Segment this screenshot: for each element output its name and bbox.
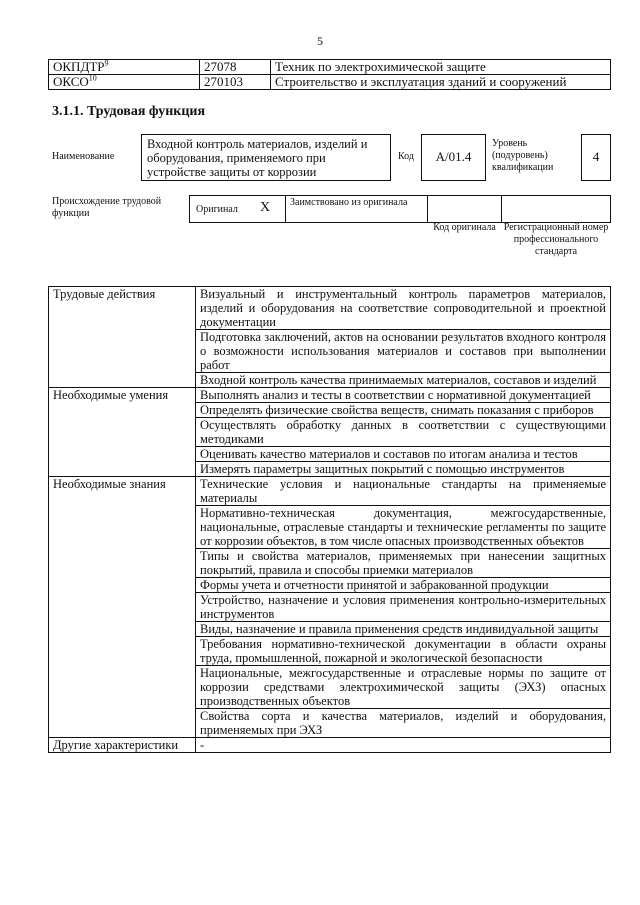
original-label: Оригинал bbox=[196, 204, 238, 215]
row-category: Необходимые умения bbox=[49, 388, 196, 477]
function-details-table bbox=[48, 286, 611, 753]
list-item: Технические условия и национальные стандарты на применяемые материалы bbox=[196, 477, 611, 506]
borrowed-cell bbox=[285, 195, 428, 223]
code-name: ОКСО$^{10}$ bbox=[49, 75, 200, 90]
list-item: Устройство, назначение и условия применения контрольно-измерительных инструментов bbox=[196, 593, 611, 622]
reg-number-label: Регистрационный номер профессионального стандарта bbox=[503, 222, 609, 257]
section-heading: 3.1.1. Трудовая функция bbox=[52, 104, 206, 119]
table-row bbox=[49, 60, 611, 75]
list-item: Национальные, межгосударственные и отраслевые нормы по защите от коррозии средствами электрохимической защиты (ЭХЗ) опасных производственных объектов bbox=[196, 666, 611, 709]
code-value: 270103 bbox=[200, 75, 271, 90]
list-item: Типы и свойства материалов, применяемых при нанесении защитных покрытий, правила и способы приемки материалов bbox=[196, 549, 611, 578]
table-row bbox=[49, 388, 611, 403]
borrowed-label: Заимствовано из оригинала bbox=[290, 197, 408, 208]
reg-number-cell bbox=[501, 195, 611, 223]
list-item: Требования нормативно-технической документации в области охраны труда, промышленной, пожарной и экологической безопасности bbox=[196, 637, 611, 666]
list-item: Определять физические свойства веществ, снимать показания с приборов bbox=[196, 403, 611, 418]
list-item: Подготовка заключений, актов на основании результатов входного контроля о возможности использования материалов и составов при выполнении работ bbox=[196, 330, 611, 373]
list-item: Формы учета и отчетности принятой и забракованной продукции bbox=[196, 578, 611, 593]
list-item: Выполнять анализ и тесты в соответствии с нормативной документацией bbox=[196, 388, 611, 403]
table-row bbox=[49, 738, 611, 753]
original-mark: X bbox=[260, 200, 271, 215]
list-item: Измерять параметры защитных покрытий с помощью инструментов bbox=[196, 462, 611, 477]
row-category: Необходимые знания bbox=[49, 477, 196, 738]
classifier-codes-table bbox=[48, 59, 611, 90]
code-description: Строительство и эксплуатация зданий и сооружений bbox=[271, 75, 611, 90]
original-cell bbox=[189, 195, 286, 223]
name-label: Наименование bbox=[52, 151, 115, 162]
list-item: Оценивать качество материалов и составов по итогам анализа и тестов bbox=[196, 447, 611, 462]
page-number: 5 bbox=[317, 34, 323, 48]
row-category: Трудовые действия bbox=[49, 287, 196, 388]
table-row bbox=[49, 287, 611, 330]
function-name-value: Входной контроль материалов, изделий и оборудования, применяемого при устройстве защиты от коррозии bbox=[141, 134, 391, 181]
origin-label: Происхождение трудовой функции bbox=[52, 196, 162, 219]
code-name: ОКПДТР$^9$ bbox=[49, 60, 200, 75]
code-original-label: Код оригинала bbox=[433, 222, 496, 233]
row-category: Другие характеристики bbox=[49, 738, 196, 753]
list-item: Свойства сорта и качества материалов, изделий и оборудования, применяемых при ЭХЗ bbox=[196, 709, 611, 738]
list-item: Визуальный и инструментальный контроль параметров материалов, изделий и оборудования на соответствие сопроводительной и проектной документации bbox=[196, 287, 611, 330]
function-code-value: A/01.4 bbox=[421, 134, 486, 181]
level-value: 4 bbox=[581, 134, 611, 181]
list-item: Осуществлять обработку данных в соответствии с существующими методиками bbox=[196, 418, 611, 447]
list-item: Нормативно-техническая документация, межгосударственные, национальные, отраслевые стандарты и технические регламенты по защите от коррозии объектов, в том числе опасных производственных объектов bbox=[196, 506, 611, 549]
table-row bbox=[49, 75, 611, 90]
code-value: 27078 bbox=[200, 60, 271, 75]
table-row bbox=[49, 477, 611, 506]
code-description: Техник по электрохимической защите bbox=[271, 60, 611, 75]
code-original-cell bbox=[427, 195, 502, 223]
list-item: Виды, назначение и правила применения средств индивидуальной защиты bbox=[196, 622, 611, 637]
code-label: Код bbox=[398, 151, 414, 162]
list-item: Входной контроль качества принимаемых материалов, составов и изделий bbox=[196, 373, 611, 388]
list-item: - bbox=[196, 738, 611, 753]
level-label: Уровень (подуровень) квалификации bbox=[492, 138, 554, 173]
